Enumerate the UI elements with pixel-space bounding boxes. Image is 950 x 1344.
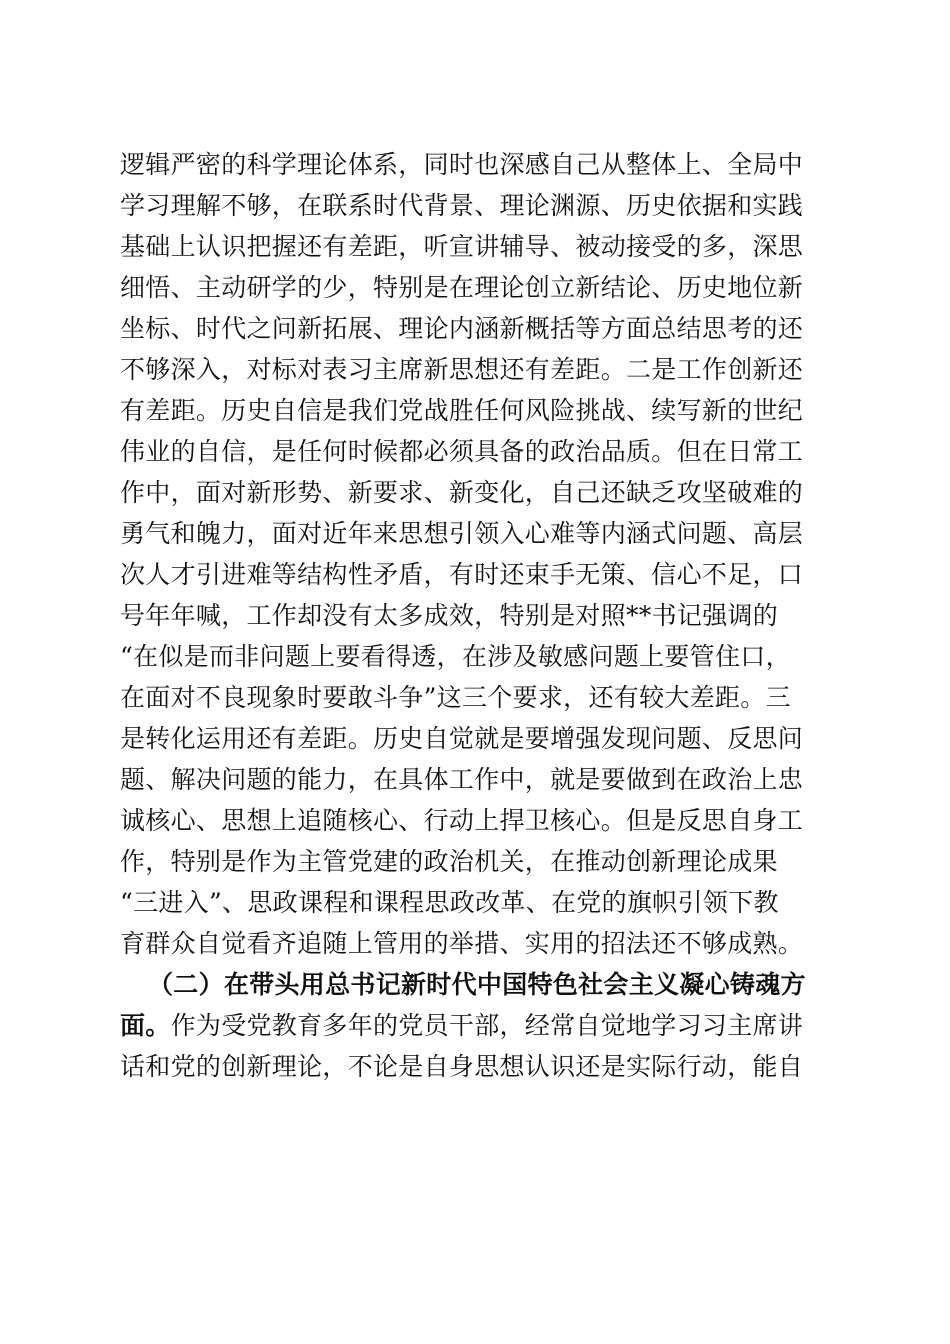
body-line-19: “三进入”、思政课程和课程思政改革、在党的旗帜引领下教 (120, 888, 779, 917)
body-line-5: 坐标、时代之问新拓展、理论内涵新概括等方面总结思考的还 (120, 314, 804, 343)
section-heading-line-1: （二）在带头用总书记新时代中国特色社会主义凝心铸魂方 (148, 970, 806, 999)
body-line-14: 在面对不良现象时要敢斗争”这三个要求，还有较大差距。三 (120, 683, 791, 712)
body-line-15: 是转化运用还有差距。历史自觉就是要增强发现问题、反思问 (120, 724, 804, 753)
body-line-7: 有差距。历史自信是我们党战胜任何风险挑战、续写新的世纪 (120, 396, 804, 425)
body-line-12: 号年年喊，工作却没有太多成效，特别是对照**书记强调的 (120, 601, 779, 630)
section-body-line: 话和党的创新理论，不论是自身思想认识还是实际行动，能自 (120, 1052, 804, 1081)
section-body-start: 作为受党教育多年的党员干部，经常自觉地学习习主席讲 (170, 1011, 804, 1040)
body-line-9: 作中，面对新形势、新要求、新变化，自己还缺乏攻坚破难的 (120, 478, 804, 507)
body-line-18: 作，特别是作为主管党建的政治机关，在推动创新理论成果 (120, 847, 778, 876)
section-heading-line-2 (120, 1008, 803, 1044)
body-line-13: “在似是而非问题上要看得透，在涉及敏感问题上要管住口， (120, 642, 791, 671)
body-line-4: 细悟、主动研学的少，特别是在理论创立新结论、历史地位新 (120, 273, 804, 302)
body-line-1: 逻辑严密的科学理论体系，同时也深感自己从整体上、全局中 (120, 150, 804, 179)
body-line-2: 学习理解不够，在联系时代背景、理论渊源、历史依据和实践 (120, 191, 804, 220)
body-line-8: 伟业的自信，是任何时候都必须具备的政治品质。但在日常工 (120, 437, 804, 466)
section-heading-end: 面。 (120, 1011, 171, 1040)
body-line-20: 育群众自觉看齐追随上管用的举措、实用的招法还不够成熟。 (120, 929, 804, 958)
body-line-16: 题、解决问题的能力，在具体工作中，就是要做到在政治上忠 (120, 765, 804, 794)
body-line-3: 基础上认识把握还有差距，听宣讲辅导、被动接受的多，深思 (120, 232, 804, 261)
body-line-11: 次人才引进难等结构性矛盾，有时还束手无策、信心不足，口 (120, 560, 804, 589)
body-line-17: 诚核心、思想上追随核心、行动上捍卫核心。但是反思自身工 (120, 806, 804, 835)
body-line-10: 勇气和魄力，面对近年来思想引领入心难等内涵式问题、高层 (120, 519, 804, 548)
body-line-6: 不够深入，对标对表习主席新思想还有差距。二是工作创新还 (120, 355, 804, 384)
